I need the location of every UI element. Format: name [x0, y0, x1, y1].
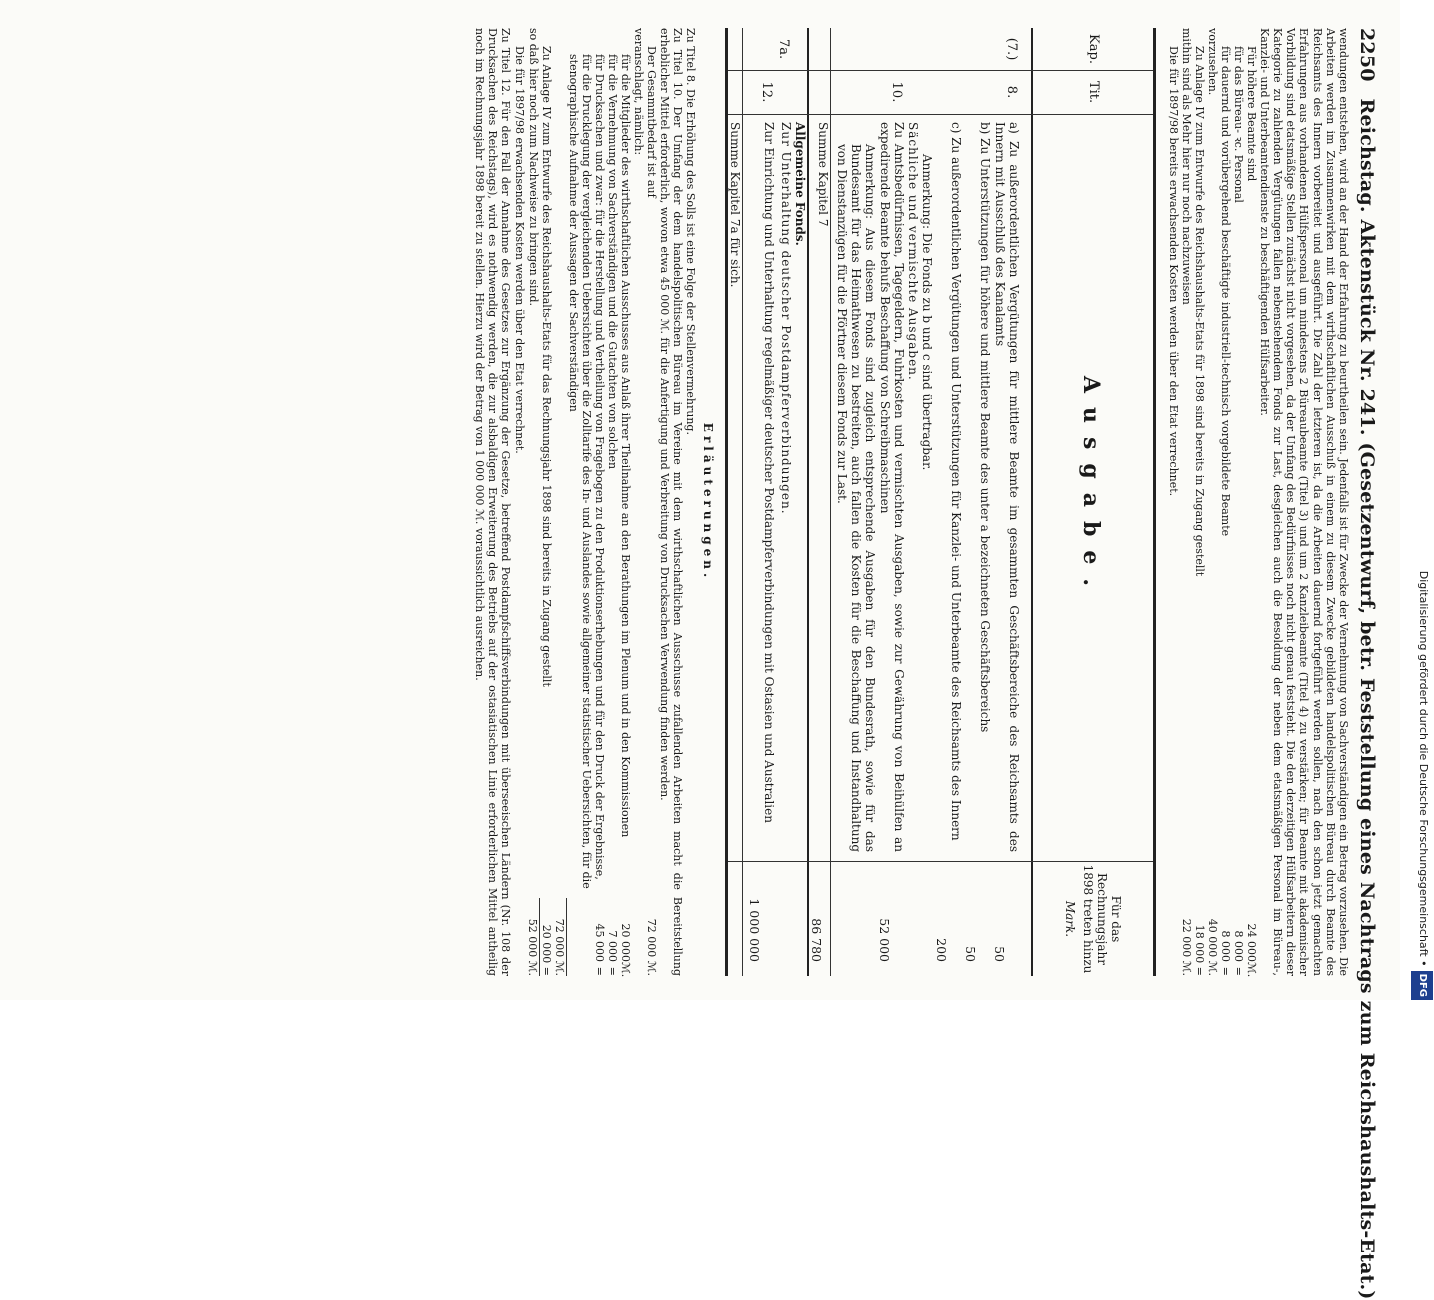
- table-row-titel-12: 12. Zur Einrichtung und Unterhaltung regelmäßiger deutscher Postdampferverbindungen mit Ostasien und Australien 1 000 000: [747, 81, 777, 962]
- note-anlage: Zu Anlage IV zum Entwurfe des Reichshaushalts-Etats für das Rechnungsjahr 1898 sind bereits in Zugang gestellt 20 000 =: [539, 46, 553, 976]
- note-sum-1: 72 000 ℳ.: [553, 28, 567, 976]
- note-so-dass: so daß hier noch zum Nachweise zu bringen sind. 52 000 ℳ.: [525, 28, 540, 976]
- table-subtitle-row: Sächliche und vermischte Ausgaben.: [906, 122, 921, 381]
- intro-line-3: für dauernd und vorübergehend beschäftigte industriell-technisch vorgebildete Beamte 8 000 =: [1218, 46, 1232, 976]
- section-title: Ausgabe.: [1078, 375, 1105, 601]
- note-line-3: für Drucksachen und zwar: für die Herstellung und Vertheilung von Fragebogen zu den Produktionserhebungen und für den Druck der Ergebnisse, für die Drucklegung der vergleichenden Uebersichten über die Zolltarife des In- und Auslandes sowie allgemeiner statistischer Uebersichten, für die stenographische Aufnahme der Aussagen der Sachverständigen 45 000 =: [566, 54, 606, 976]
- note-titel-8: Zu Titel 8. Die Erhöhung des Solls ist eine Folge der Stellenvermehrung.: [684, 28, 698, 435]
- veranschlagt: veranschlagt, nämlich:: [631, 28, 645, 156]
- page-title: Reichstag. Aktenstück Nr. 241. (Gesetzentwurf, betr. Feststellung eines Nachtrags zum Reichshaushalts-Etat.): [1356, 98, 1378, 1300]
- page-number: 2250: [1356, 28, 1378, 82]
- dfg-logo: DFG: [1411, 971, 1433, 1000]
- notes-title: Erläuterungen.: [701, 422, 716, 582]
- table-row-titel-8-remark: Anmerkung: Die Fonds zu b und c sind übertragbar.: [920, 154, 935, 471]
- table-row-titel-8: (7.) 8. a) Zu außerordentlichen Vergütungen für mittlere Beamte im gesammten Geschäftsbereiche des Reichsamts des Innern mit Ausschluß des Kanalamts 50: [992, 37, 1022, 962]
- intro-etat-note: Die für 1897/98 bereits erwachsenden Kosten werden über den Etat verrechnet.: [1166, 46, 1180, 497]
- gesammtbedarf-line: Der Gesammtbedarf ist auf 72 000 ℳ.: [644, 46, 658, 976]
- note-line-2: für die Vernehmung von Sachverständigen und die Gutachten von solchen 7 000 =: [605, 54, 619, 976]
- page-header: [1356, 28, 1378, 1300]
- notes-section: [473, 28, 716, 976]
- intro-mithin: mithin sind als Mehr hier nur noch nachzuweisen 22 000 ℳ.: [1179, 28, 1193, 976]
- col-kap: Kap.: [1085, 34, 1101, 64]
- footer: [1410, 0, 1434, 1000]
- intro-paragraph: wendungen entstehen, wird an der Hand der Erfahrung zu beurtheilen sein. Jedenfalls ist für Zwecke der Vernehmung von Sachverständigen ein Betrag vorzusehen. Die Arbeiten werden im Zusammenwirken mit dem wirthschaftlichen Ausschuß in einem zu diesem Zwecke gebildeten handelspolitischen Büreau durch Beamte des Reichsamts des Innern vorbereitet und ausgeführt. Die Zahl der letzteren ist, da die Arbeiten dauernd fortgeführt werden sollen, nach den schon jetzt gemachten Erfahrungen aus vorhandenen Hülfspersonal um mindestens 2 Büreaubeamte (Titel 3) und um 2 Kanzleibeamte (Titel 4) zu verstärken; für Beamte mit akademischer Vorbildung sind etatsmäßige Stellen zunächst nicht vorgesehen, da der Umfang des Bedürfnisses noch nicht genau feststeht. Die den derzeitigen Hülfsarbeitern dieser Kategorie zu zahlenden Vergütungen fallen nebenstehendem Fonds zur Last, desgleichen auch die Besoldung der neben dem etatsmäßigen Personal im Büreau-, Kanzlei- und Unterbeamtendienste zu beschäftigenden Hülfsarbeiter.: [1257, 28, 1350, 976]
- col-amount: Für das Rechnungsjahr 1898 treten hinzu Mark.: [1063, 864, 1124, 974]
- note-titel-12: Zu Titel 12. Für den Fall der Annahme des Gesetzes zur Ergänzung der Gesetze, betreffend Postdampfschiffsverbindungen mit überseeischen Ländern (Nr. 108 der Drucksachen des Reichstags), wird es nothwendig werden, die zur alsbaldigen Erweiterung des Betriebs auf der ostasiatischen Linie erforderlichen Mittel antheilig noch im Rechnungsjahr 1898 bereit zu stellen. Hierzu wird der Betrag von 1 000 000 ℳ. voraussichtlich ausreichen.: [472, 28, 513, 976]
- intro-line-2: für das Büreau- ꝛc. Personal 8 000 =: [1231, 46, 1245, 976]
- intro-section: [1166, 28, 1350, 976]
- col-tit: Tit.: [1085, 80, 1101, 104]
- table-row-kap-7a: 7a. Zur Unterhaltung deutscher Postdampferverbindungen.: [776, 38, 794, 515]
- intro-anlage: Zu Anlage IV zum Entwurfe des Reichshaushalts-Etats für 1898 sind bereits in Zugang gestellt 18 000 =: [1192, 46, 1206, 976]
- budget-table: [725, 28, 1156, 976]
- table-row-titel-8b: b) Zu Unterstützungen für höhere und mittlere Beamte des unter a bezeichneten Geschäftsbereichs 50: [963, 122, 993, 962]
- fonds-title-row: Allgemeine Fonds.: [793, 28, 809, 976]
- intro-line-1: Für höhere Beamte sind 24 000 ℳ.: [1244, 46, 1258, 978]
- table-header: [1031, 28, 1153, 976]
- footer-text: Digitalisierung gefördert durch die Deutsche Forschungsgemeinschaft •: [1417, 570, 1430, 967]
- sum-kapitel-7a-row: Summe Kapitel 7a für sich.: [728, 28, 743, 976]
- sum-kapitel-7-row: Summe Kapitel 7 86 780: [809, 28, 831, 976]
- note-etat: Die für 1897/98 erwachsenden Kosten werden über den Etat verrechnet.: [512, 46, 526, 454]
- intro-total: vorzusehen. 40 000 ℳ.: [1205, 28, 1219, 976]
- table-row-titel-10-remark: Anmerkung: Aus diesem Fonds sind zugleich entsprechende Ausgaben für den Bundesrath, sowie für das Bundesamt für das Heimathwesen zu bestreiten, auch fallen die Kosten für die Beschaffung und Instandhaltung von Dienstanzügen für die Pförtner diesem Fonds zur Last.: [835, 144, 878, 852]
- table-row-titel-8c: c) Zu außerordentlichen Vergütungen und Unterstützungen für Kanzlei- und Unterbeamte des Reichsamts des Innern 200: [934, 122, 964, 962]
- table-row-titel-10: 10. Zu Amtsbedürfnissen, Tagegeldern, Fuhrkosten und vermischten Ausgaben, sowie zur Gewährung von Beihülfen an expedirende Beamte behufs Beschaffung von Schreibmaschinen 52 000: [877, 81, 907, 962]
- note-line-1: für die Mitglieder des wirthschaftlichen Ausschusses aus Anlaß ihrer Theilnahme an den Berathungen im Plenum und in den Kommissionen 20 000 ℳ.: [618, 54, 632, 978]
- note-titel-10: Zu Titel 10. Der Umfang der dem handelspolitischen Büreau im Vereine mit dem wirthschaftlichen Ausschusse zufallenden Arbeiten macht die Bereitstellung erheblicher Mittel erforderlich, wovon etwa 45 000 ℳ. für die Anfertigung und Verbreitung von Drucksachen Verwendung finden werden.: [657, 28, 685, 976]
